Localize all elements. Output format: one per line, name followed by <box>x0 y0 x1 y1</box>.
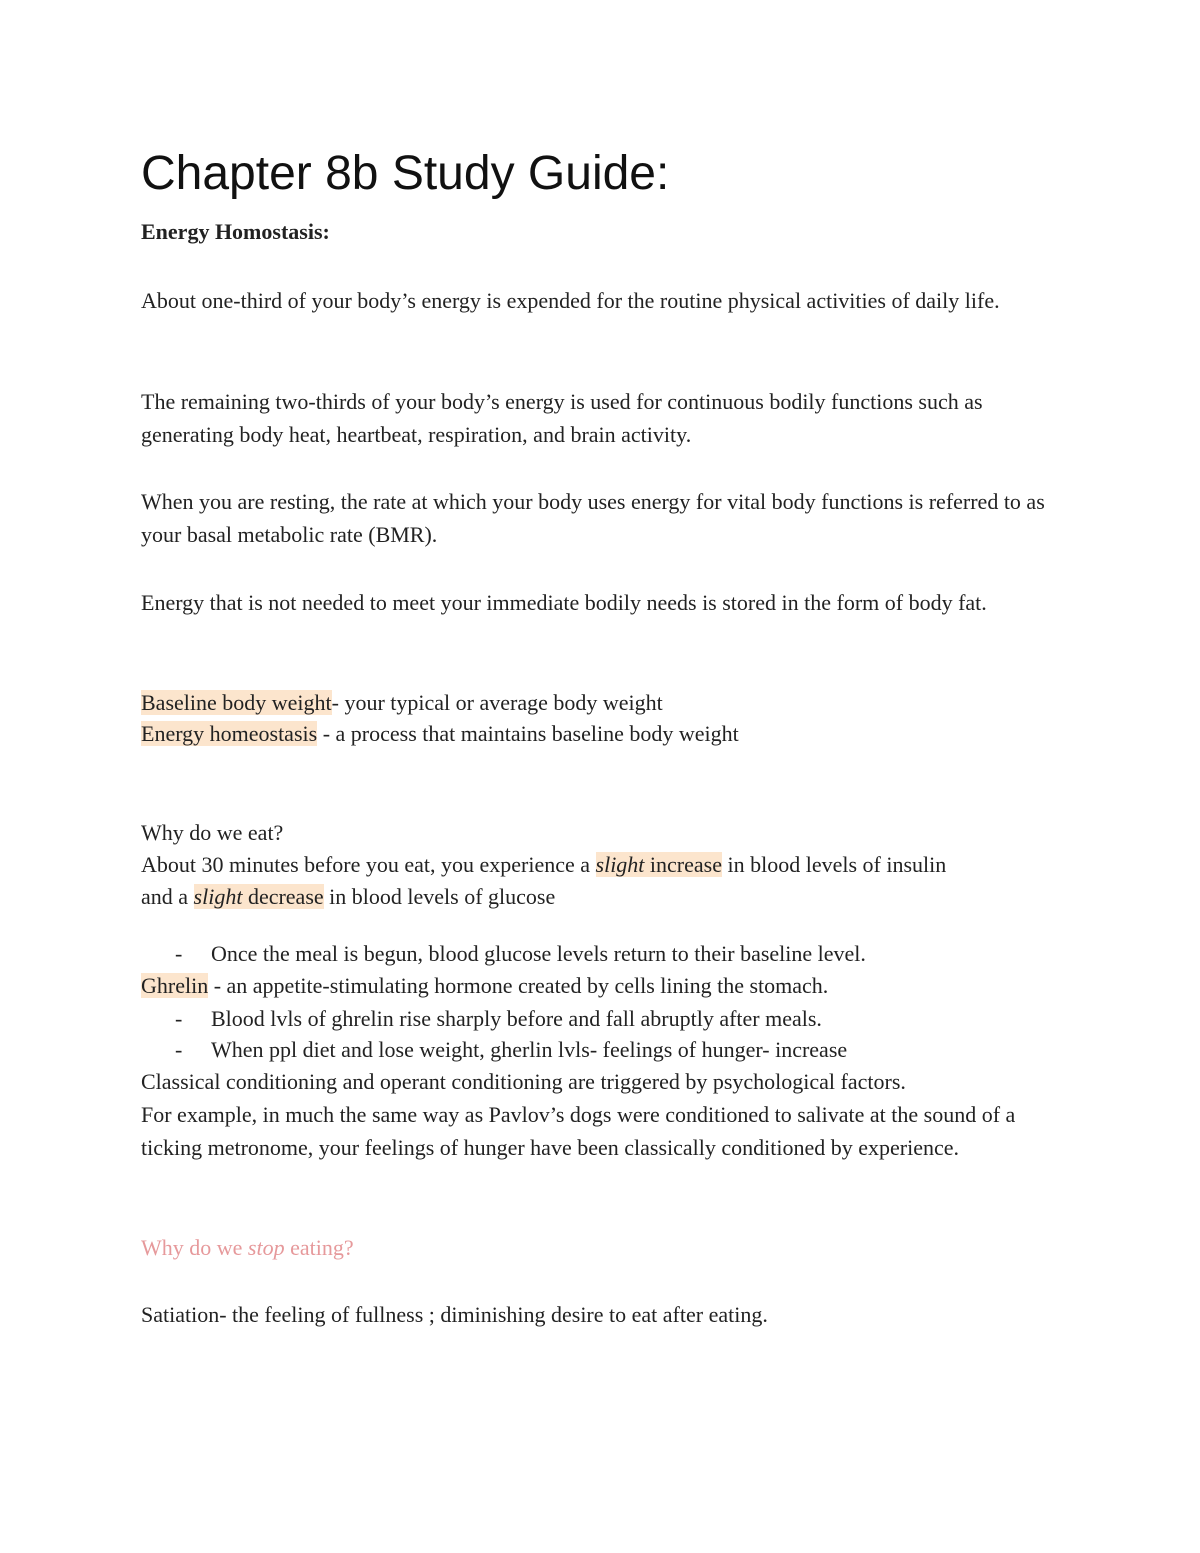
satiation-definition: Satiation- the feeling of fullness ; diminishing desire to eat after eating. <box>141 1302 768 1327</box>
text-run: eating? <box>284 1235 354 1260</box>
definition-baseline-body-weight <box>141 687 663 719</box>
bullet-text: Once the meal is begun, blood glucose levels return to their baseline level. <box>211 941 866 966</box>
emphasis-slight: slight <box>595 852 645 877</box>
text-run: in blood levels of insulin <box>721 852 947 877</box>
definition-text: - your typical or average body weight <box>331 690 663 715</box>
text-run: increase <box>644 852 722 877</box>
text-run: Why do we <box>141 1235 248 1260</box>
bullet-dash: - <box>175 1006 183 1031</box>
bullet-dash: - <box>175 1037 183 1062</box>
highlighted-phrase <box>194 884 324 909</box>
definition-text: - a process that maintains baseline body weight <box>317 721 739 746</box>
highlighted-term: Baseline body weight <box>141 690 332 715</box>
definition-ghrelin <box>141 970 828 1002</box>
page-title: Chapter 8b Study Guide: <box>141 147 670 200</box>
why-eat-question: Why do we eat? <box>141 820 284 845</box>
bullet-dash: - <box>175 941 183 966</box>
text-run: and a <box>141 884 194 909</box>
insulin-line <box>141 849 946 881</box>
conditioning-line: Classical conditioning and operant conditioning are triggered by psychological factors. <box>141 1069 906 1094</box>
bullet-text: Blood lvls of ghrelin rise sharply before and fall abruptly after meals. <box>211 1006 822 1031</box>
paragraph-bmr: When you are resting, the rate at which your body uses energy for vital body functions is referred to as your basal metabolic rate (BMR). <box>141 489 1045 547</box>
highlighted-phrase <box>596 852 722 877</box>
glucose-line <box>141 881 555 913</box>
paragraph-energy-functions: The remaining two-thirds of your body’s energy is used for continuous bodily functions such as generating body heat, heartbeat, respiration, and brain activity. <box>141 389 983 447</box>
text-run: About 30 minutes before you eat, you experience a <box>141 852 596 877</box>
text-run: decrease <box>242 884 324 909</box>
highlighted-term: Ghrelin <box>141 973 209 998</box>
paragraph-energy-activities: About one-third of your body’s energy is expended for the routine physical activities of daily life. <box>141 288 1000 313</box>
why-stop-question <box>141 1232 354 1264</box>
definition-energy-homeostasis <box>141 718 739 750</box>
definition-text: - an appetite-stimulating hormone created by cells lining the stomach. <box>208 973 829 998</box>
emphasis-stop: stop <box>247 1235 285 1260</box>
highlighted-term: Energy homeostasis <box>141 721 318 746</box>
paragraph-pavlov-example: For example, in much the same way as Pavlov’s dogs were conditioned to salivate at the sound of a ticking metronome, your feelings of hunger have been classically conditioned by experience. <box>141 1102 1016 1160</box>
section-heading: Energy Homostasis: <box>141 219 330 244</box>
emphasis-slight: slight <box>193 884 243 909</box>
paragraph-body-fat: Energy that is not needed to meet your immediate bodily needs is stored in the form of body fat. <box>141 590 987 615</box>
text-run: in blood levels of glucose <box>323 884 556 909</box>
bullet-text: When ppl diet and lose weight, gherlin lvls- feelings of hunger- increase <box>211 1037 848 1062</box>
